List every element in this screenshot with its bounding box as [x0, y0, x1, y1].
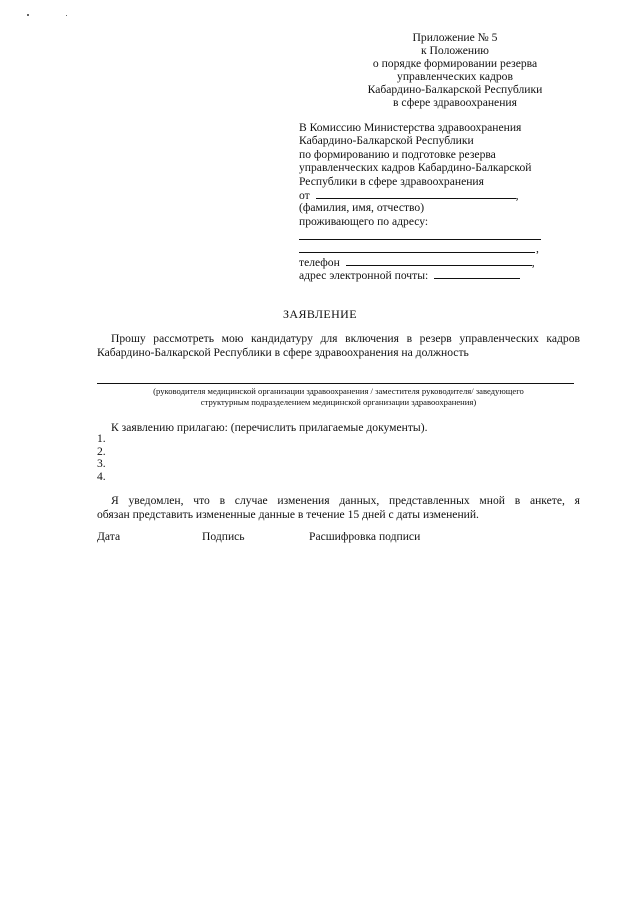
signature-decoding-label: Расшифровка подписи [309, 530, 421, 543]
residing-label: проживающего по адресу: [299, 214, 429, 228]
address-fill-line[interactable]: , [299, 242, 579, 255]
phone-label: телефон [299, 255, 340, 269]
from-row: от , [299, 188, 519, 202]
appendix-line: в сфере здравоохранения [393, 96, 517, 110]
from-fill-line[interactable] [316, 188, 516, 199]
addressee-line: по формированию и подготовке резерва [299, 147, 496, 161]
from-hint: (фамилия, имя, отчество) [299, 201, 425, 215]
appendix-header [340, 31, 570, 110]
appendix-line: к Положению [421, 44, 489, 58]
appendix-line: Кабардино-Балкарской Республики [367, 83, 543, 97]
addressee-block [299, 121, 579, 282]
scan-speck [27, 14, 29, 16]
document-title: ЗАЯВЛЕНИЕ [283, 307, 357, 321]
position-caption [97, 386, 580, 408]
attachments-intro: К заявлению прилагаю: (перечислить прилагаемые документы). [111, 421, 428, 434]
request-line-1: Прошу рассмотреть мою кандидатуру для включения в резерв управленческих кадров [111, 332, 580, 345]
attachments-list [97, 433, 106, 483]
addressee-line: управленческих кадров Кабардино-Балкарской [299, 161, 532, 175]
email-row [299, 268, 579, 281]
appendix-line: управленческих кадров [397, 70, 513, 84]
notice-line-1: Я уведомлен, что в случае изменения данных, представленных мной в анкете, я [111, 494, 580, 507]
list-item: 1. [97, 432, 106, 445]
addressee-line: Республики в сфере здравоохранения [299, 174, 484, 188]
email-fill-line[interactable] [434, 268, 520, 279]
appendix-line: Приложение № 5 [412, 31, 498, 44]
list-item: 4. [97, 469, 106, 483]
list-item: 3. [97, 457, 106, 470]
caption-line: структурным подразделением медицинской организации здравоохранения) [200, 397, 477, 407]
list-item: 2. [97, 444, 106, 458]
date-label: Дата [97, 530, 121, 543]
appendix-line: о порядке формировании резерва [372, 57, 538, 71]
addressee-line: Кабардино-Балкарской Республики [299, 134, 474, 148]
position-fill-line[interactable] [97, 383, 574, 384]
phone-row: телефон , [299, 255, 535, 269]
signature-label: Подпись [202, 530, 245, 543]
notice-line-2: обязан представить измененные данные в течение 15 дней с даты изменений. [97, 508, 479, 521]
from-label: от [299, 188, 310, 202]
request-line-2: Кабардино-Балкарской Республики в сфере здравоохранения на должность [97, 346, 469, 359]
address-fill-line[interactable] [299, 228, 579, 241]
scan-speck [66, 15, 67, 16]
caption-line: (руководителя медицинской организации здравоохранения / заместителя руководителя/ заведующего [153, 386, 524, 396]
phone-fill-line[interactable] [346, 255, 532, 266]
email-label: адрес электронной почты: [299, 269, 429, 283]
addressee-line: В Комиссию Министерства здравоохранения [299, 121, 522, 134]
